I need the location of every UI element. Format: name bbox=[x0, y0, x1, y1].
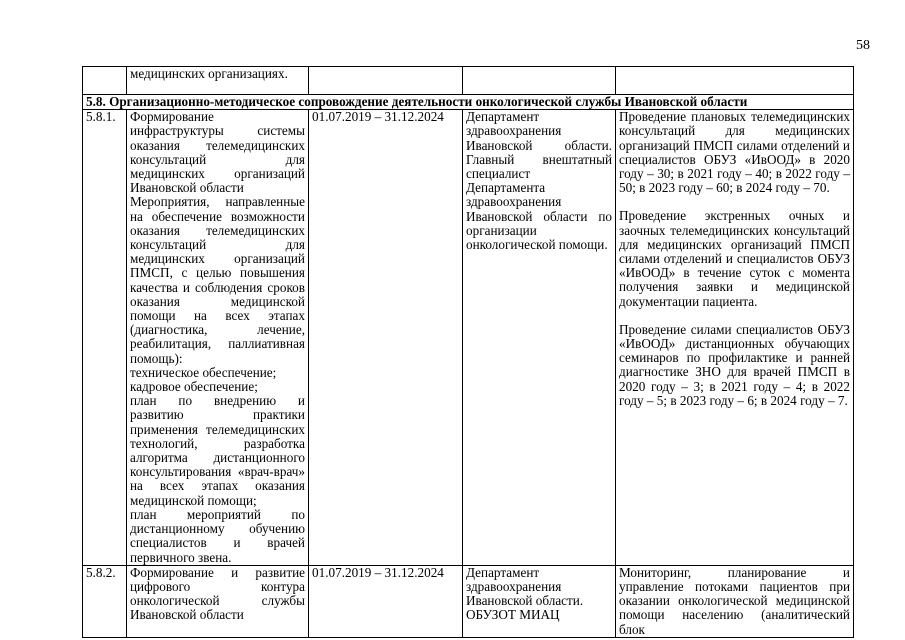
responsible-cell: Департамент здравоохранения Ивановской области. Главный внештатный специалист Департамента здравоохранения Ивановской области по организации онкологической помощи. bbox=[463, 110, 616, 566]
result-cell: Мониторинг, планирование и управление потоками пациентов при оказании онкологической медицинской помощи населению (аналитический блок bbox=[616, 565, 854, 637]
responsible-cell: Департамент здравоохранения Ивановской области. ОБУЗОТ МИАЦ bbox=[463, 565, 616, 637]
period-cell: 01.07.2019 – 31.12.2024 bbox=[309, 110, 463, 566]
activity-cell bbox=[127, 110, 309, 566]
activity-cell: медицинских организациях. bbox=[127, 67, 309, 95]
table-row bbox=[83, 110, 854, 566]
result-text-1: Проведение плановых телемедицинских консультаций для медицинских организаций ПМСП силами отделений и специалистов ОБУЗ «ИвООД» в 2020 году – 30; в 2021 году – 40; в 2022 году – 50; в 2023 году – 60; в 2024 году – 70. bbox=[619, 109, 850, 196]
page-number: 58 bbox=[856, 38, 870, 53]
activity-text: Формирование инфраструктуры системы оказания телемедицинских консультаций для медицинских организаций Ивановской области Мероприятия, направленные на обеспечение возможности оказания телемедицинских консультаций для медицинских организаций ПМСП, с целью повышения качества и соблюдения сроков оказания медицинской помощи на всех этапах (диагностика, лечение, реабилитация, паллиативная помощь): техническое обеспечение; кадровое обеспечение; план по внедрению и развитию практики применения телемедицинских технологий, разработка алгоритма дистанционного консультирования «врач-врач» на всех этапах оказания медицинской помощи; план мероприятий по дистанционному обучению специалистов и врачей первичного звена. bbox=[130, 109, 305, 565]
result-text-3: Проведение силами специалистов ОБУЗ «ИвООД» дистанционных обучающих семинаров по профилактике и ранней диагностике ЗНО для врачей ПМСП в 2020 году – 3; в 2021 году – 4; в 2022 году – 5; в 2023 году – 6; в 2024 году – 7. bbox=[619, 321, 850, 408]
result-cell bbox=[616, 110, 854, 566]
activities-table bbox=[82, 66, 854, 638]
responsible-cell bbox=[463, 67, 616, 95]
table-row-continuation bbox=[83, 67, 854, 95]
result-text-2: Проведение экстренных очных и заочных телемедицинских консультаций для медицинских организаций ПМСП силами отделений и специалистов ОБУЗ «ИвООД» в течение суток с момента получения заявки и медицинской документации пациента. bbox=[619, 208, 850, 309]
section-header-row bbox=[83, 95, 854, 110]
row-number: 5.8.2. bbox=[83, 565, 127, 637]
row-number: 5.8.1. bbox=[83, 110, 127, 566]
num-cell bbox=[83, 67, 127, 95]
table-row bbox=[83, 565, 854, 637]
section-title: 5.8. Организационно-методическое сопровождение деятельности онкологической службы Ивановской области bbox=[83, 95, 854, 110]
period-cell: 01.07.2019 – 31.12.2024 bbox=[309, 565, 463, 637]
period-cell bbox=[309, 67, 463, 95]
activity-cell: Формирование и развитие цифрового контура онкологической службы Ивановской области bbox=[127, 565, 309, 637]
result-cell bbox=[616, 67, 854, 95]
